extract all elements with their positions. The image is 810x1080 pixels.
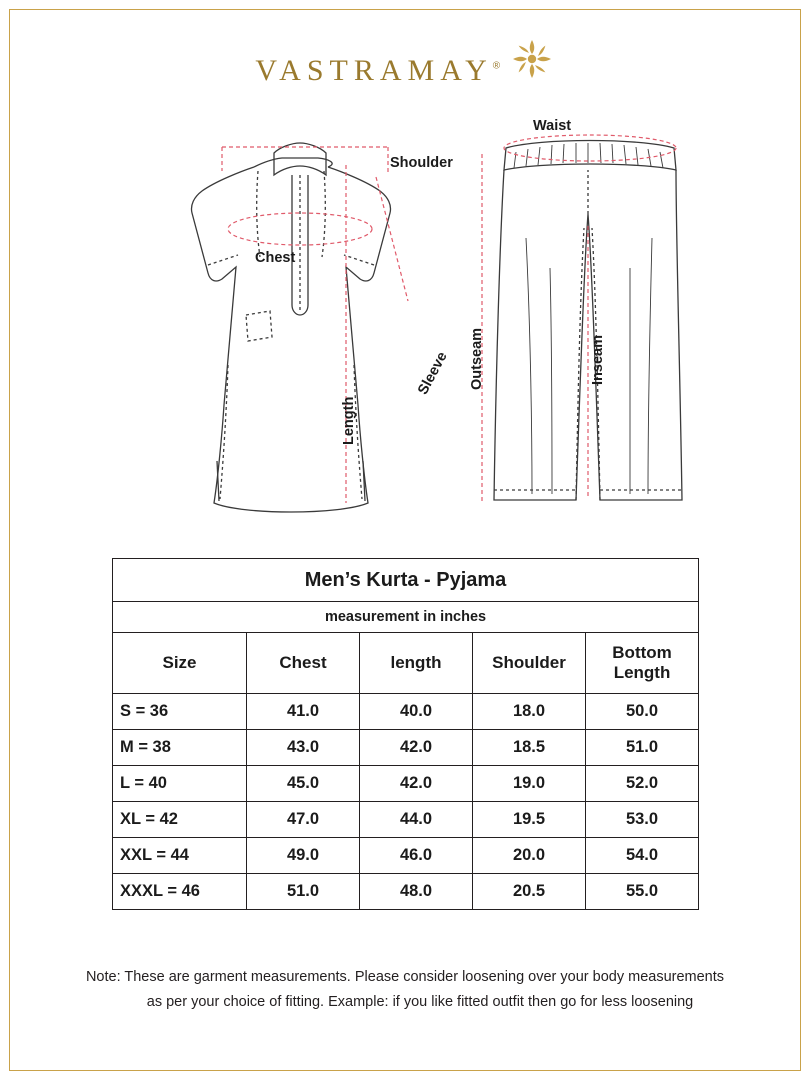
- cell-chest: 49.0: [247, 838, 360, 874]
- table-row: [113, 730, 699, 766]
- cell-bottom-length: 52.0: [586, 766, 699, 802]
- cell-chest: 45.0: [247, 766, 360, 802]
- cell-bottom-length: 55.0: [586, 874, 699, 910]
- size-table: [112, 558, 699, 910]
- cell-bottom-length: 53.0: [586, 802, 699, 838]
- cell-length: 42.0: [360, 730, 473, 766]
- cell-bottom-length: 54.0: [586, 838, 699, 874]
- cell-size: XL = 42: [113, 802, 247, 838]
- cell-shoulder: 19.5: [473, 802, 586, 838]
- table-row: [113, 694, 699, 730]
- cell-length: 42.0: [360, 766, 473, 802]
- cell-shoulder: 20.5: [473, 874, 586, 910]
- label-shoulder: Shoulder: [390, 155, 453, 171]
- table-title: Men’s Kurta - Pyjama: [113, 559, 699, 602]
- table-row: [113, 802, 699, 838]
- cell-length: 44.0: [360, 802, 473, 838]
- cell-size: XXL = 44: [113, 838, 247, 874]
- floral-ornament-icon: [509, 36, 555, 87]
- cell-bottom-length: 51.0: [586, 730, 699, 766]
- pyjama-diagram: [480, 118, 700, 528]
- label-length: Length: [341, 396, 357, 445]
- cell-shoulder: 19.0: [473, 766, 586, 802]
- cell-shoulder: 18.0: [473, 694, 586, 730]
- table-subtitle: measurement in inches: [113, 602, 699, 633]
- column-header-chest: Chest: [247, 633, 360, 694]
- cell-length: 40.0: [360, 694, 473, 730]
- cell-size: XXXL = 46: [113, 874, 247, 910]
- garment-illustration: [0, 100, 810, 540]
- column-header-shoulder: Shoulder: [473, 633, 586, 694]
- table-row: [113, 874, 699, 910]
- cell-bottom-length: 50.0: [586, 694, 699, 730]
- cell-chest: 41.0: [247, 694, 360, 730]
- table-subtitle-row: [113, 602, 699, 633]
- table-row: [113, 766, 699, 802]
- note-text: [30, 965, 780, 1016]
- label-waist: Waist: [533, 118, 572, 134]
- cell-chest: 47.0: [247, 802, 360, 838]
- label-chest: Chest: [255, 250, 296, 266]
- cell-size: S = 36: [113, 694, 247, 730]
- cell-size: L = 40: [113, 766, 247, 802]
- size-table-wrapper: [112, 558, 698, 910]
- table-header-row: [113, 633, 699, 694]
- brand-header: [0, 36, 810, 96]
- cell-length: 48.0: [360, 874, 473, 910]
- note-line-1: Note: These are garment measurements. Please consider loosening over your body measurements: [85, 969, 725, 985]
- column-header-size: Size: [113, 633, 247, 694]
- label-outseam: Outseam: [469, 327, 485, 390]
- brand-name: VASTRAMAY: [255, 53, 493, 87]
- column-header-bottom-length: Bottom Length: [586, 633, 699, 694]
- cell-length: 46.0: [360, 838, 473, 874]
- column-header-length: length: [360, 633, 473, 694]
- note-line-2: as per your choice of fitting. Example: if you like fitted outfit then go for less loosening: [146, 994, 694, 1011]
- table-row: [113, 838, 699, 874]
- cell-chest: 51.0: [247, 874, 360, 910]
- cell-shoulder: 18.5: [473, 730, 586, 766]
- registered-mark: ®: [492, 60, 501, 72]
- cell-shoulder: 20.0: [473, 838, 586, 874]
- cell-size: M = 38: [113, 730, 247, 766]
- cell-chest: 43.0: [247, 730, 360, 766]
- label-inseam: Inseam: [590, 335, 606, 385]
- table-title-row: [113, 559, 699, 602]
- label-sleeve: Sleeve: [415, 349, 451, 398]
